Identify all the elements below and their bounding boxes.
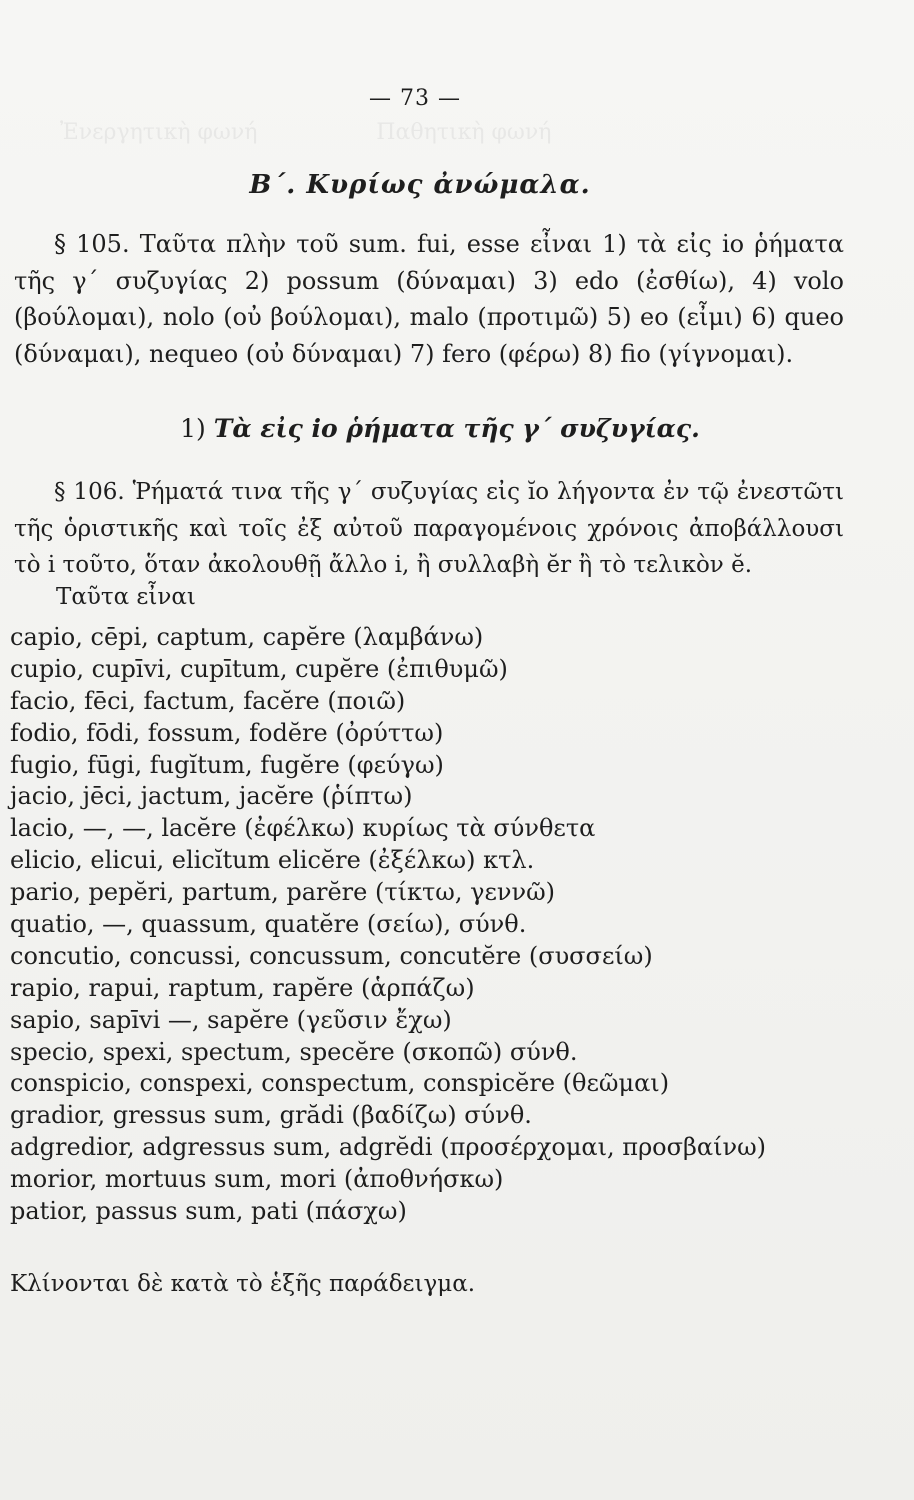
- list-item: fodio, fōdi, fossum, fodĕre (ὀρύττω): [10, 718, 444, 747]
- list-item: sapio, sapīvi —, sapĕre (γεῦσιν ἔχω): [10, 1005, 452, 1034]
- section-heading: Β΄. Κυρίως ἀνώμαλα.: [249, 170, 591, 200]
- subsection-title: Τὰ εἰς io ῥήματα τῆς γ΄ συζυγίας.: [213, 414, 700, 443]
- list-item: specio, spexi, spectum, specĕre (σκοπῶ) σύνθ.: [10, 1037, 578, 1066]
- paragraph-106: § 106. Ῥήματά τινα τῆς γ΄ συζυγίας εἰς ĭo λήγοντα ἐν τῷ ἐνεστῶτι τῆς ὁριστικῆς καὶ τοῖς ἐξ αὐτοῦ παραγομένοις χρόνοις ἀποβάλλουσι τὸ i τοῦτο, ὅταν ἀκολουθῇ ἄλλο i, ἢ συλλαβὴ ĕr ἢ τὸ τελικὸν ĕ.: [14, 479, 844, 578]
- closing-line: Κλίνονται δὲ κατὰ τὸ ἑξῆς παράδειγμα.: [10, 1271, 476, 1297]
- list-item: capio, cēpi, captum, capĕre (λαμβάνω): [10, 623, 484, 651]
- list-item: facio, fēci, factum, facĕre (ποιῶ): [10, 686, 406, 715]
- list-item: quatio, —, quassum, quatĕre (σείω), σύνθ.: [10, 910, 527, 939]
- list-item: rapio, rapui, raptum, rapĕre (ἁρπάζω): [10, 973, 475, 1002]
- bleed-through-text: Ἐνεργητικὴ φωνή Παθητικὴ φωνή: [60, 120, 552, 145]
- list-item: jacio, jēci, jactum, jacĕre (ῥίπτω): [10, 782, 413, 811]
- list-item: fugio, fūgi, fugĭtum, fugĕre (φεύγω): [10, 750, 444, 779]
- list-intro: Ταῦτα εἶναι: [56, 584, 196, 610]
- list-item: adgredior, adgressus sum, adgrĕdi (προσέρχομαι, προσβαίνω): [10, 1133, 767, 1162]
- list-item: pario, pepĕri, partum, parĕre (τίκτω, γεννῶ): [10, 878, 556, 907]
- paragraph-105: § 105. Ταῦτα πλὴν τοῦ sum. fui, esse εἶναι 1) τὰ εἰς io ῥήματα τῆς γ΄ συζυγίας 2) possum (δύναμαι) 3) edo (ἐσθίω), 4) volo (βούλομαι), nolo (οὐ βούλομαι), malo (προτιμῶ) 5) eo (εἶμι) 6) queo (δύναμαι), nequeo (οὐ δύναμαι) 7) fero (φέρω) 8) fio (γίγνομαι).: [14, 230, 844, 368]
- list-item: elicio, elicui, elicĭtum elicĕre (ἐξέλκω) κτλ.: [10, 846, 535, 875]
- list-item: gradior, gressus sum, grădi (βαδίζω) σύνθ.: [10, 1101, 532, 1130]
- list-item: concutio, concussi, concussum, concutĕre (συσσείω): [10, 941, 653, 970]
- list-item: lacio, —, —, lacĕre (ἐφέλκω) κυρίως τὰ σύνθετα: [10, 814, 596, 843]
- subsection-number: 1): [180, 414, 206, 443]
- list-item: cupio, cupīvi, cupītum, cupĕre (ἐπιθυμῶ): [10, 654, 508, 683]
- list-item: patior, passus sum, pati (πάσχω): [10, 1197, 407, 1226]
- verb-list: [10, 622, 870, 1228]
- list-item: morior, mortuus sum, mori (ἀποθνήσκω): [10, 1165, 504, 1194]
- page-number: — 73 —: [369, 86, 461, 111]
- list-item: conspicio, conspexi, conspectum, conspicĕre (θεῶμαι): [10, 1069, 670, 1098]
- subsection-heading: [0, 414, 880, 443]
